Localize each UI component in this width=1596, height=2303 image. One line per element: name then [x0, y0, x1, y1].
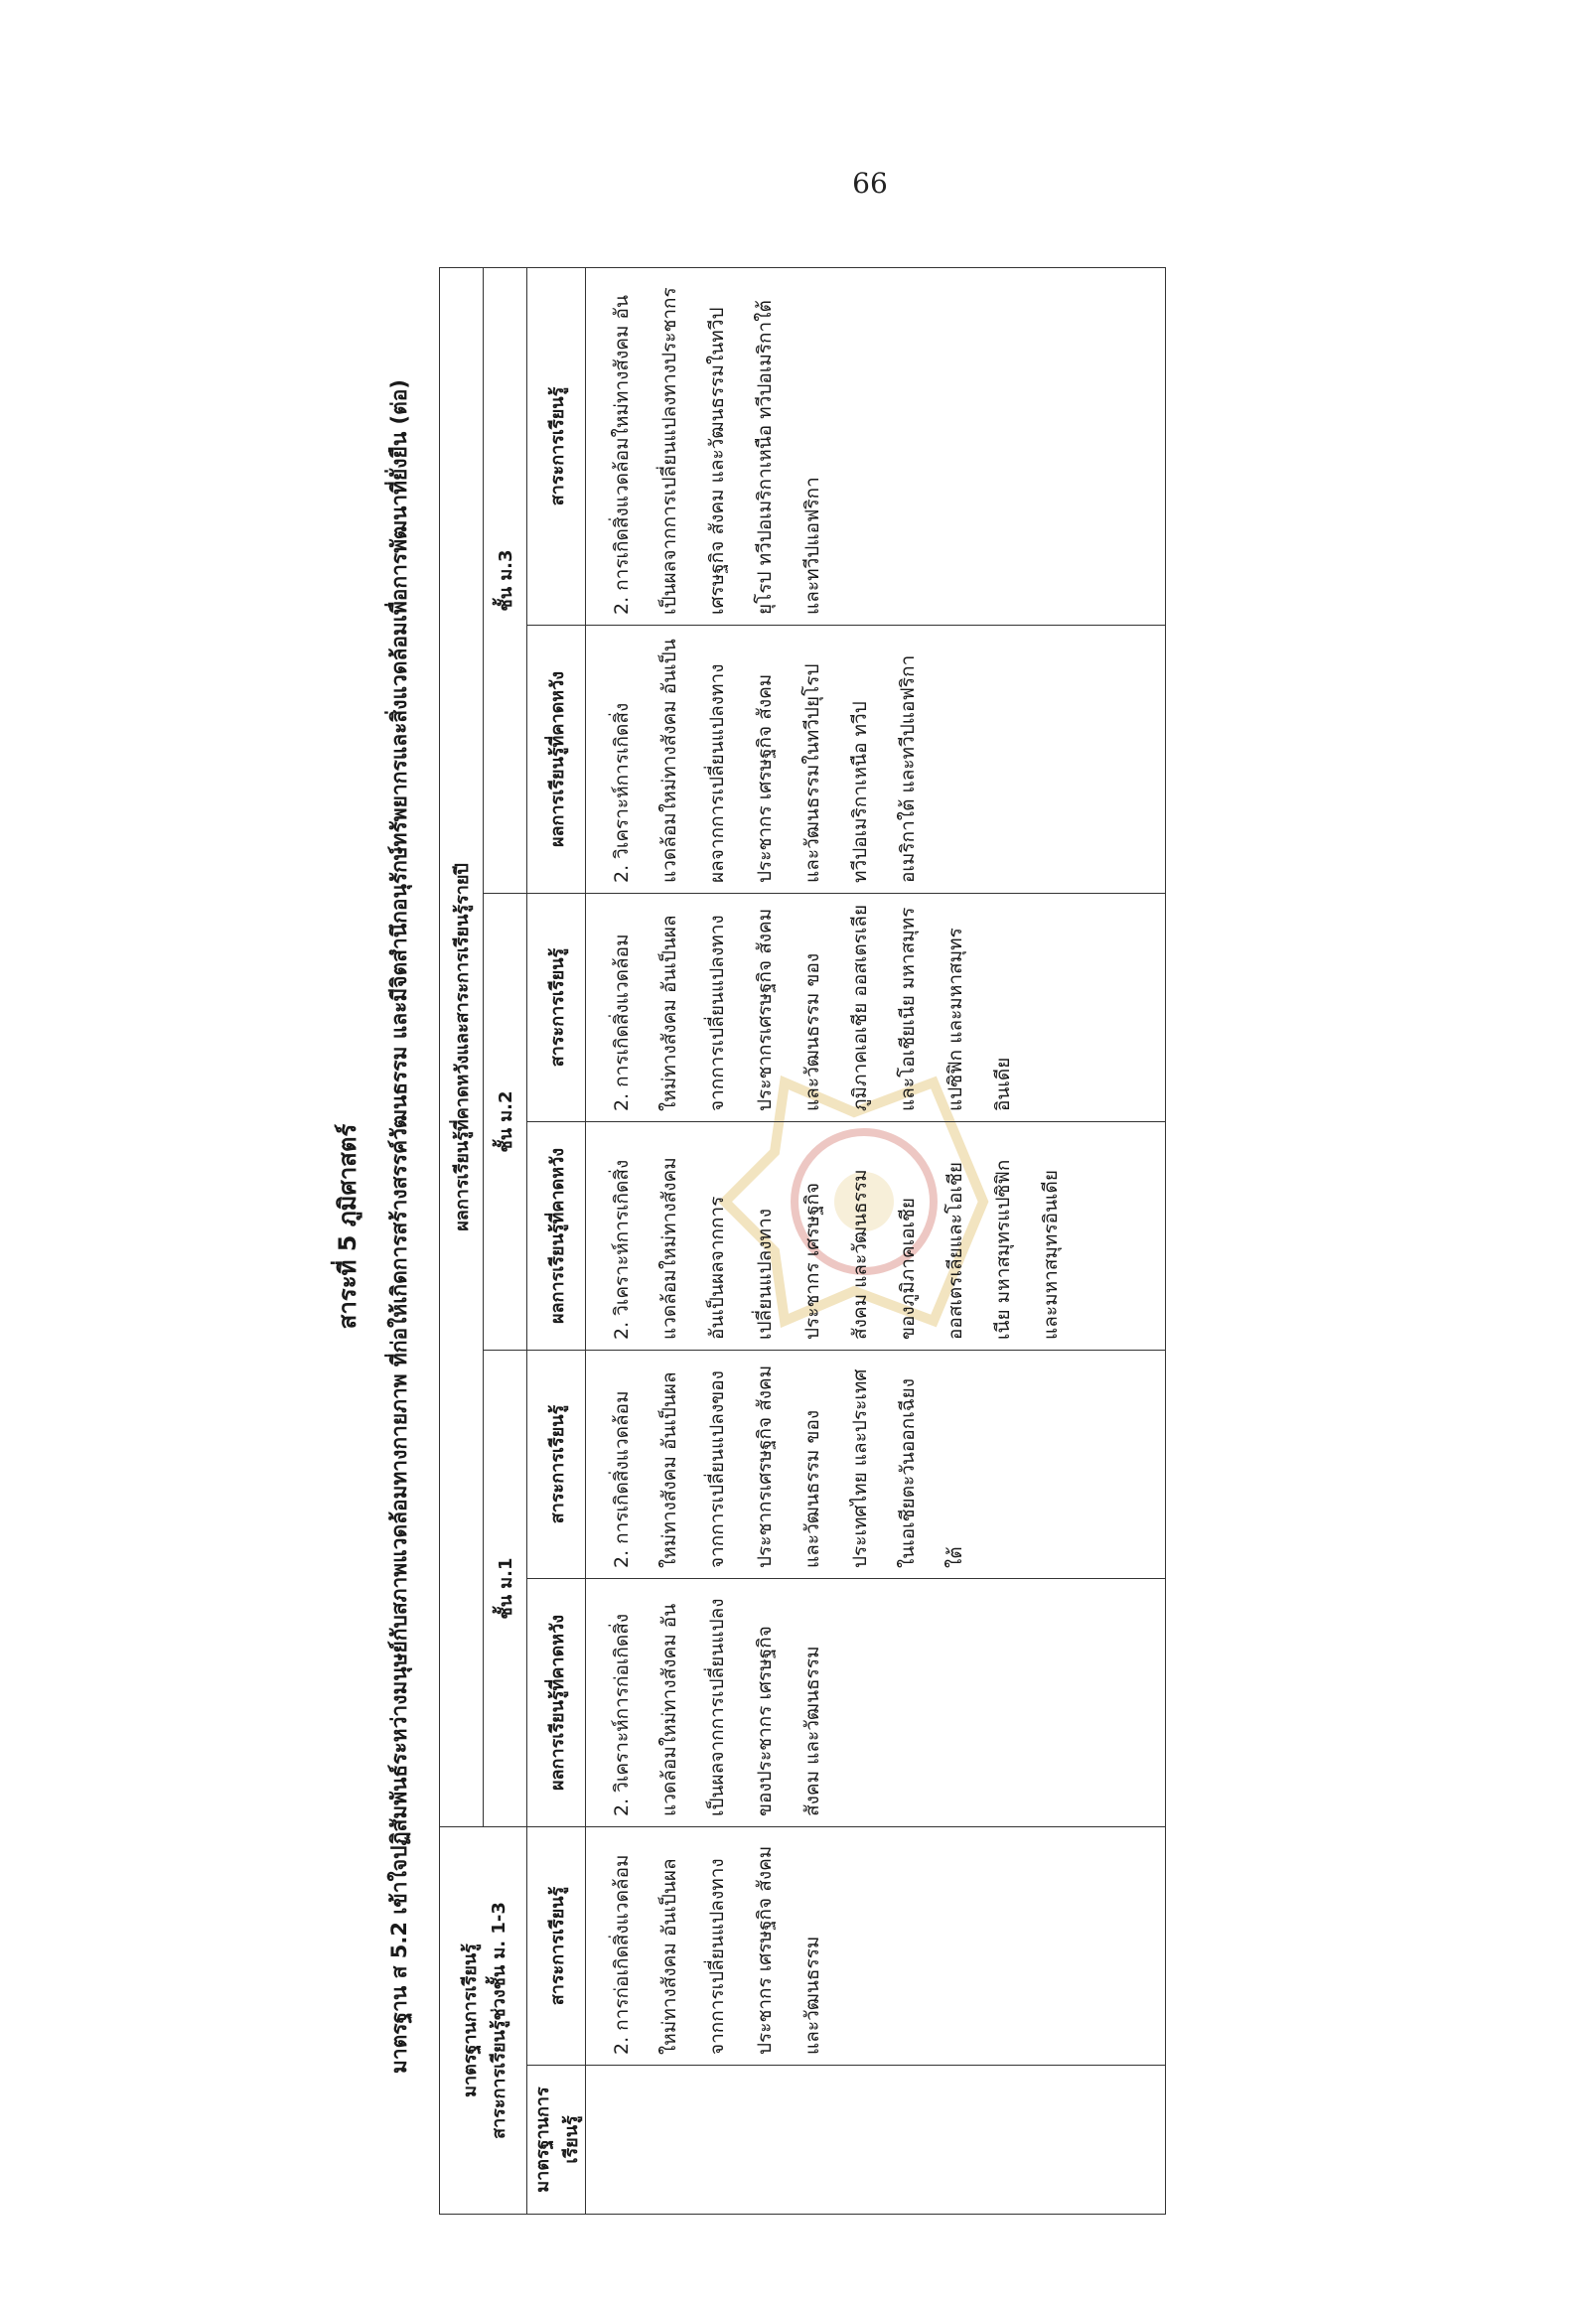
grade-m1-header: ชั้น ม.1 — [484, 1351, 527, 1827]
col-m2-outcome-header: ผลการเรียนรู้ที่คาดหวัง — [527, 1122, 586, 1351]
col-m1-content-header: สาระการเรียนรู้ — [527, 1351, 586, 1579]
head-left-group — [440, 1827, 527, 2215]
strand-title: สาระที่ 5 ภูมิศาสตร์ — [334, 1123, 362, 1330]
col-standard-header: มาตรฐานการเรียนรู้ — [527, 2066, 586, 2215]
col-m1-outcome-header: ผลการเรียนรู้ที่คาดหวัง — [527, 1579, 586, 1827]
grade-m3-header: ชั้น ม.3 — [484, 267, 527, 893]
cell-m3-content: 2. การเกิดสิ่งแวดล้อมใหม่ทางสังคม อันเป็นผลจากการเปลี่ยนแปลงทางประชากร เศรษฐกิจ สังคม และวัฒนธรรมในทวีปยุโรป ทวีปอเมริกาเหนือ ทวีปอเมริกาใต้ และทวีปแอฟริกา — [586, 267, 1166, 625]
curriculum-table — [439, 267, 1166, 2215]
cell-m2-content: 2. การเกิดสิ่งแวดล้อมใหม่ทางสังคม อันเป็นผลจากการเปลี่ยนแปลงทางประชากรเศรษฐกิจ สังคม และวัฒนธรรม ของภูมิภาคเอเชีย ออสเตรเลียและโอเชียเนีย มหาสมุทรแปซิฟิก และมหาสมุทรอินเดีย — [586, 894, 1166, 1122]
page-number: 66 — [852, 167, 888, 200]
rotated-page-content — [328, 238, 1182, 2215]
col-m2-content-header: สาระการเรียนรู้ — [527, 894, 586, 1122]
cell-standard — [586, 2066, 1166, 2215]
cell-m2-outcome: 2. วิเคราะห์การเกิดสิ่งแวดล้อมใหม่ทางสังคม อันเป็นผลจากการเปลี่ยนแปลงทางประชากร เศรษฐกิจ สังคม และวัฒนธรรม ของภูมิภาคเอเชีย ออสเตรเลียและโอเชียเนีย มหาสมุทรแปซิฟิก และมหาสมุทรอินเดีย — [586, 1122, 1166, 1351]
col-m3-outcome-header: ผลการเรียนรู้ที่คาดหวัง — [527, 626, 586, 894]
cell-m3-outcome: 2. วิเคราะห์การเกิดสิ่งแวดล้อมใหม่ทางสังคม อันเป็นผลจากการเปลี่ยนแปลงทางประชากร เศรษฐกิจ สังคม และวัฒนธรรมในทวีปยุโรป ทวีปอเมริกาเหนือ ทวีปอเมริกาใต้ และทวีปแอฟริกา — [586, 626, 1166, 894]
col-m3-content-header: สาระการเรียนรู้ — [527, 267, 586, 625]
standard-statement: มาตรฐาน ส 5.2 เข้าใจปฏิสัมพันธ์ระหว่างมนุษย์กับสภาพแวดล้อมทางกายภาพ ที่ก่อให้เกิดการสร้างสรรค์วัฒนธรรม และมีจิตสำนึกอนุรักษ์ทรัพยากรและสิ่งแวดล้อมเพื่อการพัฒนาที่ยั่งยืน (ต่อ) — [387, 379, 411, 2074]
cell-span-content: 2. การก่อเกิดสิ่งแวดล้อมใหม่ทางสังคม อันเป็นผลจากการเปลี่ยนแปลงทางประชากร เศรษฐกิจ สังคม และวัฒนธรรม — [586, 1827, 1166, 2066]
grade-m2-header: ชั้น ม.2 — [484, 894, 527, 1351]
head-right-group: ผลการเรียนรู้ที่คาดหวังและสาระการเรียนรู้รายปี — [440, 267, 484, 1826]
head-left-group-line2: สาระการเรียนรู้ช่วงชั้น ม. 1-3 — [488, 1902, 509, 2139]
col-content-header: สาระการเรียนรู้ — [527, 1827, 586, 2066]
head-left-group-line1: มาตรฐานการเรียนรู้ — [459, 1943, 481, 2097]
cell-m1-content: 2. การเกิดสิ่งแวดล้อมใหม่ทางสังคม อันเป็นผลจากการเปลี่ยนแปลงของประชากรเศรษฐกิจ สังคม และวัฒนธรรม ของประเทศไทย และประเทศในเอเชียตะวันออกเฉียงใต้ — [586, 1351, 1166, 1579]
cell-m1-outcome: 2. วิเคราะห์การก่อเกิดสิ่งแวดล้อมใหม่ทางสังคม อันเป็นผลจากการเปลี่ยนแปลงของประชากร เศรษฐกิจ สังคม และวัฒนธรรม — [586, 1579, 1166, 1827]
